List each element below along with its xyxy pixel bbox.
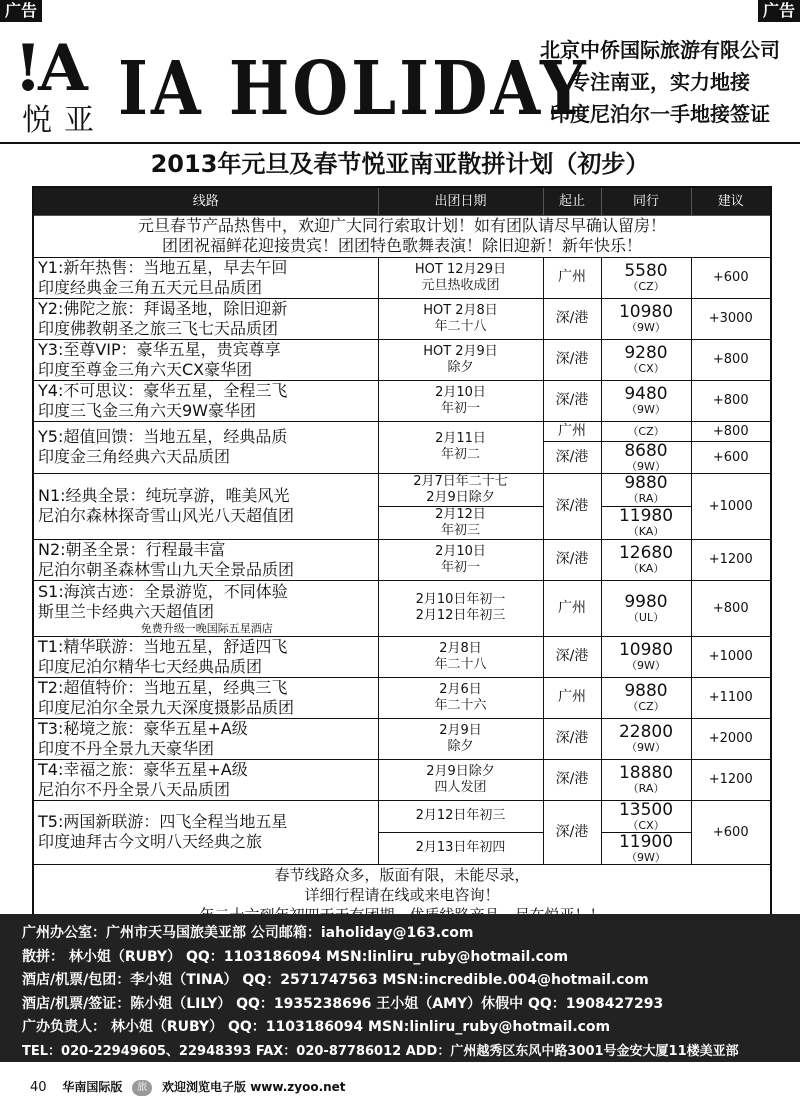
table-row (33, 636, 771, 677)
date-1: 2月8日 (439, 640, 482, 656)
table-row (33, 380, 771, 421)
route-title: N1:经典全景：纯玩享游，唯美风光 (38, 486, 290, 505)
route-title: Y5:超值回馈：当地五星，经典品质 (38, 427, 288, 446)
date-1: HOT 2月9日 (423, 343, 498, 359)
advice: +800 (691, 339, 771, 380)
city: 深/港 (543, 800, 601, 864)
price: 13500 (618, 799, 674, 820)
advice: +3000 (691, 298, 771, 339)
date-1: 2月9日除夕 (426, 763, 495, 779)
route-title: T4:幸福之旅：豪华五星+A级 (38, 759, 248, 779)
route-name: 印度佛教朝圣之旅三飞七天品质团 (38, 318, 279, 338)
date-3: 2月12日 (435, 506, 486, 522)
route-title: T2:超值特价：当地五星，经典三飞 (38, 677, 288, 697)
airline: （KA） (627, 525, 665, 538)
date-2: 2月12日年初三 (415, 608, 506, 623)
intro-row (33, 215, 771, 257)
city: 广州 (543, 677, 601, 718)
col-city: 起止 (543, 187, 601, 215)
route-title: Y1:新年热售：当地五星，早去午回 (38, 257, 288, 277)
date-1: 2月10日年初一 (415, 592, 506, 607)
page-number: 40 (30, 1080, 47, 1095)
city: 深/港 (543, 298, 601, 339)
table-row (33, 718, 771, 759)
logo-chinese-name: 悦亚 (22, 103, 106, 138)
advice: +1200 (691, 539, 771, 580)
price: 9880 (624, 473, 668, 493)
advice: +600 (691, 257, 771, 298)
route-name: 斯里兰卡经典六天超值团 (38, 601, 215, 621)
table-row (33, 677, 771, 718)
advice: +1000 (691, 473, 771, 539)
date-2: 年初一 (440, 400, 480, 416)
brand-name: IA HOLIDAY (118, 46, 589, 133)
airline: （9W） (626, 741, 666, 754)
airline: （CX） (627, 818, 665, 832)
city: 深/港 (543, 380, 601, 421)
airline: （CZ） (627, 280, 665, 293)
airline: （CZ） (627, 424, 665, 438)
city: 广州 (543, 580, 601, 636)
date-2: 除夕 (447, 359, 474, 375)
airline: （9W） (626, 659, 666, 672)
advice: +2000 (691, 718, 771, 759)
city: 深/港 (543, 441, 601, 473)
route-name: 印度至尊金三角六天CX豪华团 (38, 359, 253, 379)
contact-block (0, 914, 800, 1062)
date-1: 2月12日年初三 (378, 800, 543, 832)
route-name: 印度尼泊尔精华七天经典品质团 (38, 656, 263, 676)
route-title: Y2:佛陀之旅：拜谒圣地，除旧迎新 (38, 298, 288, 318)
col-date: 出团日期 (378, 187, 543, 215)
table-row-t5 (33, 800, 771, 832)
airline: （UL） (627, 610, 665, 624)
advice: +1000 (691, 636, 771, 677)
airline: （RA） (627, 492, 665, 505)
date-1: 2月11日 (435, 431, 486, 446)
route-name: 尼泊尔朝圣森林雪山九天全景品质团 (38, 559, 295, 579)
date-2: 年二十八 (434, 318, 487, 334)
city: 深/港 (543, 636, 601, 677)
airline: （9W） (626, 459, 666, 473)
page-footer (0, 1074, 800, 1100)
airline: （9W） (626, 321, 666, 334)
date-2: 元旦热收成团 (421, 277, 500, 293)
airline: （9W） (626, 850, 666, 864)
publication-badge-icon: 旅 (132, 1080, 152, 1096)
route-title: T1:精华联游：当地五星，舒适四飞 (38, 636, 288, 656)
date-1: 2月9日 (439, 722, 482, 738)
advice: +800 (691, 580, 771, 636)
route-name: 印度尼泊尔全景九天深度摄影品质团 (38, 697, 295, 717)
date-4: 年初三 (440, 522, 480, 538)
date-1: HOT 12月29日 (414, 261, 507, 277)
table-header-row (33, 187, 771, 215)
city: 深/港 (543, 759, 601, 800)
date-2: 年初一 (440, 559, 480, 575)
contact-hotel-ticket-visa: 酒店/机票/签证：陈小姐（LILY） QQ：1935238696 王小姐（AMY）休假中 QQ：1908427293 (22, 995, 664, 1012)
airline: （CZ） (627, 700, 665, 713)
slogan-1: 专注南亚，实力地接 (570, 70, 750, 94)
contact-tel-fax-address: TEL：020-22949605、22948393 FAX：020-87786012 ADD：广州越秀区东风中路3001号金安大厦11楼美亚部 (22, 1043, 739, 1059)
table-row (33, 539, 771, 580)
airline: （CX） (627, 362, 665, 375)
price: 12680 (618, 543, 674, 563)
price: 10980 (618, 640, 674, 660)
date-2: 2月13日年初四 (378, 832, 543, 864)
price: 22800 (618, 722, 674, 742)
table-row (33, 257, 771, 298)
airline: （KA） (627, 562, 665, 575)
city: 深/港 (543, 539, 601, 580)
price: 8680 (624, 440, 668, 461)
price: 10980 (618, 302, 674, 322)
date-1: 2月10日 (435, 543, 486, 559)
intro-line-2: 团团祝福鲜花迎接贵宾！团团特色歌舞表演！除旧迎新！新年快乐！ (161, 236, 642, 255)
date-1: HOT 2月8日 (423, 302, 498, 318)
page-title: 2013年元旦及春节悦亚南亚散拼计划（初步） (150, 150, 650, 178)
contact-office: 广州办公室：广州市天马国旅美亚部 公司邮箱：iaholiday@163.com (22, 925, 474, 941)
table-row (33, 298, 771, 339)
table-row (33, 759, 771, 800)
date-2: 除夕 (447, 738, 474, 754)
table-row (33, 580, 771, 636)
price: 11980 (618, 506, 674, 526)
table-row-n1 (33, 473, 771, 506)
city: 深/港 (543, 473, 601, 539)
logo-mark: !A (14, 31, 84, 106)
route-name: 印度经典金三角五天元旦品质团 (38, 277, 263, 297)
route-title: N2:朝圣全景：行程最丰富 (38, 539, 226, 559)
price: 9980 (624, 591, 668, 612)
route-name: 印度不丹全景九天豪华团 (38, 738, 215, 758)
contact-manager: 广办负责人： 林小姐（RUBY） QQ：1103186094 MSN:linliru_ruby@hotmail.com (22, 1019, 611, 1035)
advice: +1200 (691, 759, 771, 800)
airline: （9W） (626, 403, 666, 416)
airline: （RA） (627, 782, 665, 795)
city: 深/港 (543, 339, 601, 380)
advice: +800 (691, 421, 771, 441)
col-route: 线路 (33, 187, 378, 215)
table-row (33, 339, 771, 380)
contact-group-tour: 散拼： 林小姐（RUBY） QQ：1103186094 MSN:linliru_ruby@hotmail.com (22, 948, 569, 965)
route-title: T5:两国新联游：四飞全程当地五星 (38, 812, 288, 831)
advice: +600 (691, 800, 771, 864)
price: 9480 (624, 384, 668, 404)
col-advice: 建议 (691, 187, 771, 215)
footnote-line-2: 详细行程请在线或来电咨询！ (304, 885, 500, 904)
date-1: 2月7日年二十七 (413, 473, 508, 489)
advice: +1100 (691, 677, 771, 718)
date-1: 2月10日 (435, 384, 486, 400)
col-price: 同行 (601, 187, 691, 215)
tour-plan-table (32, 186, 772, 927)
table-row-y5 (33, 421, 771, 441)
route-name: 印度金三角经典六天品质团 (38, 447, 231, 466)
intro-line-1: 元旦春节产品热售中，欢迎广大同行索取计划！如有团队请尽早确认留房！ (137, 216, 666, 235)
route-title: S1:海滨古迹：全景游览，不同体验 (38, 581, 288, 601)
date-1: 2月6日 (439, 681, 482, 697)
price: 18880 (618, 763, 674, 783)
date-2: 年二十八 (434, 656, 487, 672)
publication-name: 华南国际版 (62, 1080, 123, 1094)
advice: +600 (691, 441, 771, 473)
price: 9880 (624, 681, 668, 701)
route-name: 尼泊尔不丹全景八天品质团 (38, 779, 231, 799)
route-name: 印度迪拜古今文明八天经典之旅 (38, 832, 263, 851)
route-title: T3:秘境之旅：豪华五星+A级 (38, 718, 248, 738)
company-block (540, 34, 780, 130)
website-text[interactable]: 欢迎浏览电子版 www.zyoo.net (162, 1080, 346, 1094)
slogan-2: 印度尼泊尔一手地接签证 (550, 102, 770, 126)
price: 9280 (624, 343, 668, 363)
advice: +800 (691, 380, 771, 421)
route-name: 印度三飞金三角六天9W豪华团 (38, 400, 257, 420)
route-title: Y4:不可思议：豪华五星，全程三飞 (38, 380, 288, 400)
contact-hotel-ticket-charter: 酒店/机票/包团：李小姐（TINA） QQ：2571747563 MSN:incredible.004@hotmail.com (22, 972, 649, 988)
date-2: 年二十六 (434, 697, 487, 713)
route-title: Y3:至尊VIP：豪华五星，贵宾尊享 (38, 339, 281, 359)
ad-tag-right: 广告 (758, 0, 800, 22)
date-2: 四人发团 (434, 779, 487, 795)
header (0, 26, 800, 144)
city: 深/港 (543, 718, 601, 759)
city: 广州 (543, 257, 601, 298)
footnote-line-1: 春节线路众多，版面有限，未能尽录， (274, 865, 530, 884)
price: 11900 (618, 831, 674, 852)
price: 5580 (624, 261, 668, 281)
date-2: 2月9日除夕 (426, 489, 495, 505)
company-name: 北京中侨国际旅游有限公司 (540, 38, 780, 62)
route-name: 尼泊尔森林探奇雪山风光八天超值团 (38, 506, 295, 525)
date-2: 年初二 (440, 447, 480, 462)
city: 广州 (543, 421, 601, 441)
ad-tag-left: 广告 (0, 0, 42, 22)
route-upgrade-note: 免费升级一晚国际五星酒店 (140, 621, 273, 635)
